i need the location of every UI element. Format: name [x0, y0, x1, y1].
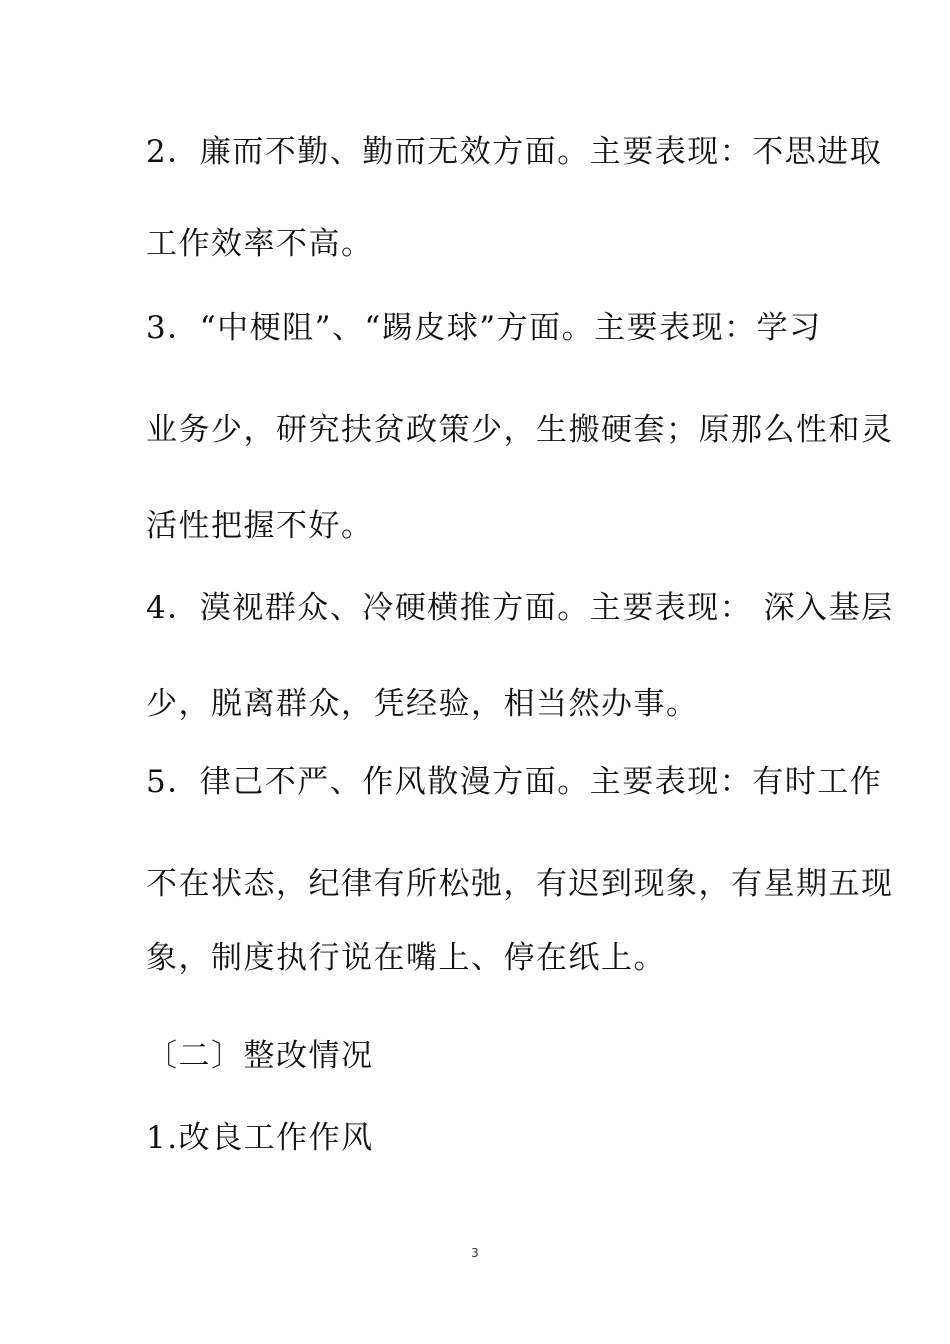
item-5-line-1: 5．律己不严、作风散漫方面。主要表现：有时工作	[146, 764, 883, 800]
item-5-line-3: 象，制度执行说在嘴上、停在纸上。	[146, 940, 666, 976]
subsection-heading: 1.改良工作作风	[146, 1120, 374, 1156]
item-2-line-2: 工作效率不高。	[146, 226, 374, 262]
item-3-line-2: 业务少，研究扶贫政策少，生搬硬套；原那么性和灵	[146, 412, 894, 448]
item-3-line-3: 活性把握不好。	[146, 508, 374, 544]
item-3-line-1: 3．“中梗阻”、“踢皮球”方面。主要表现：学习	[146, 310, 822, 346]
item-2-line-1: 2．廉而不勤、勤而无效方面。主要表现：不思进取	[146, 134, 883, 170]
page-number: 3	[471, 1246, 479, 1260]
item-4-line-2: 少，脱离群众，凭经验，相当然办事。	[146, 686, 699, 722]
section-heading: 〔二〕整改情况	[146, 1038, 374, 1074]
item-4-line-1: 4．漠视群众、冷硬横推方面。主要表现： 深入基层	[146, 590, 894, 626]
item-5-line-2: 不在状态，纪律有所松弛，有迟到现象，有星期五现	[146, 866, 894, 902]
